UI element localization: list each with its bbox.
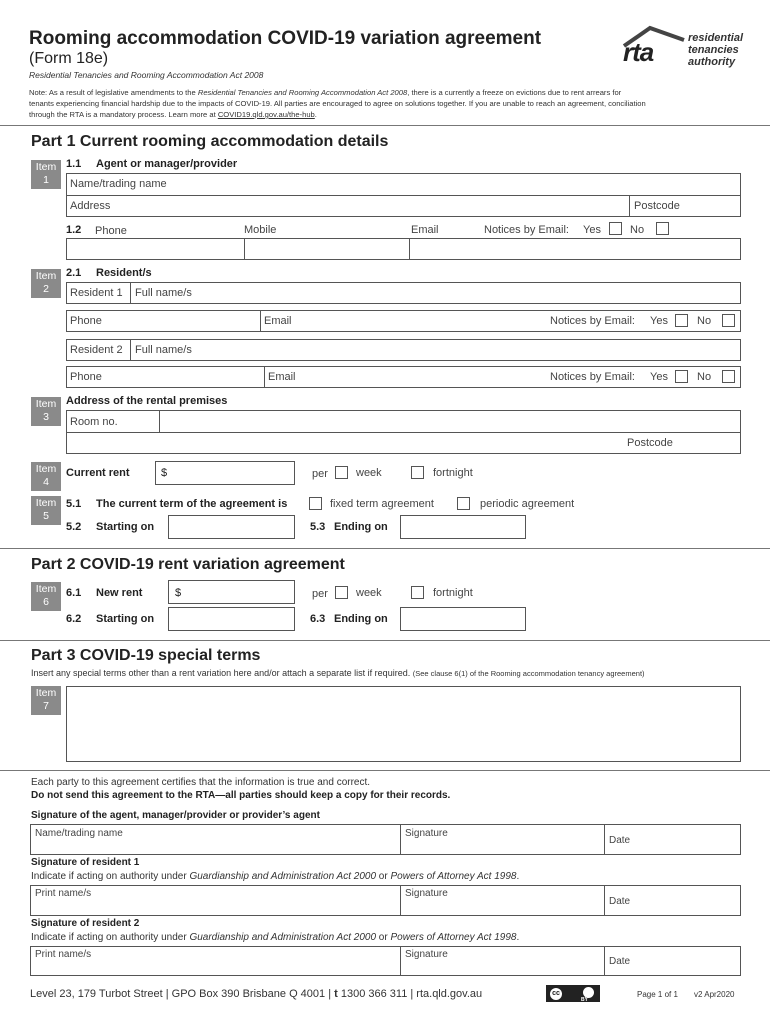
current-rent-label: Current rent [66, 467, 130, 479]
item-6-badge: Item 6 [31, 582, 61, 611]
current-rent-fortnight-checkbox[interactable] [411, 466, 424, 479]
logo-line-3: authority [688, 56, 736, 68]
periodic-label: periodic agreement [480, 498, 575, 510]
hub-link[interactable]: COVID19.qld.gov.au/the-hub [217, 110, 315, 119]
agent-signature-row[interactable] [30, 824, 741, 855]
new-rent-per: per [312, 588, 328, 600]
resident1-label: Resident 1 [70, 287, 123, 299]
agent-phone-field[interactable] [66, 238, 741, 260]
logo-mark: rta [623, 37, 654, 67]
item-7-badge: Item 7 [31, 686, 61, 715]
room-no-label: Room no. [70, 416, 118, 428]
resident1-signature-label: Signature [405, 888, 448, 899]
resident1-no-checkbox[interactable] [722, 314, 735, 327]
current-rent-week-checkbox[interactable] [335, 466, 348, 479]
resident2-signature-heading: Signature of resident 2 [31, 918, 140, 929]
current-rent-field[interactable] [155, 461, 295, 485]
resident1-date-label: Date [609, 896, 631, 907]
agent-notices-label: Notices by Email: [484, 224, 569, 236]
current-rent-fortnight: fortnight [433, 467, 473, 479]
resident1-print-label: Print name/s [35, 888, 92, 899]
sec-6-3: 6.3 [310, 613, 326, 625]
rta-logo [620, 24, 745, 72]
do-not-send-text: Do not send this agreement to the RTA—all parties should keep a copy for their records. [31, 790, 451, 801]
resident1-phone-label: Phone [70, 315, 102, 327]
sec-5-1: 5.1 [66, 498, 82, 510]
new-rent-week-checkbox[interactable] [335, 586, 348, 599]
resident2-yes-checkbox[interactable] [675, 370, 688, 383]
term-label: The current term of the agreement is [96, 498, 288, 510]
new-rent-field[interactable] [168, 580, 295, 604]
resident2-print-label: Print name/s [35, 949, 92, 960]
item-1-badge: Item 1 [31, 160, 61, 189]
resident1-authority-note: Indicate if acting on authority under Guardianship and Administration Act 2000 or Powers of Attorney Act 1998. [31, 871, 520, 882]
resident2-signature-label: Signature [405, 949, 448, 960]
footer-contact: Level 23, 179 Turbot Street | GPO Box 390 Brisbane Q 4001 | t 1300 366 311 | rta.qld.gov.au [30, 988, 483, 1000]
resident1-email-label: Email [264, 315, 292, 327]
new-rent-currency: $ [175, 587, 182, 599]
new-rent-label: New rent [96, 587, 143, 599]
resident2-contact-field[interactable] [66, 366, 741, 388]
special-terms-field[interactable] [66, 686, 741, 762]
resident2-authority-note: Indicate if acting on authority under Guardianship and Administration Act 2000 or Powers of Attorney Act 1998. [31, 932, 520, 943]
logo-line-1: residential [688, 32, 744, 44]
resident2-notices-label: Notices by Email: [550, 371, 635, 383]
agent-postcode-label: Postcode [634, 200, 680, 212]
resident2-yes-label: Yes [650, 371, 668, 383]
start-label: Starting on [96, 521, 155, 533]
certify-text: Each party to this agreement certifies that the information is true and correct. [31, 777, 371, 788]
form-title: Rooming accommodation COVID-19 variation agreement [29, 28, 542, 49]
residents-heading: Resident/s [96, 267, 152, 279]
end-date-field[interactable] [400, 515, 526, 539]
sec-1-2: 1.2 [66, 224, 82, 236]
agent-mobile-label: Mobile [244, 224, 277, 236]
current-rent-per: per [312, 468, 328, 480]
agent-date-label: Date [609, 835, 631, 846]
item-3-badge: Item 3 [31, 397, 61, 426]
logo-line-2: tenancies [688, 44, 739, 56]
agent-heading: Agent or manager/provider [96, 158, 238, 170]
premises-postcode-label: Postcode [627, 437, 673, 449]
part2-heading: Part 2 COVID-19 rent variation agreement [31, 556, 345, 573]
agent-name-sig-label: Name/trading name [35, 828, 123, 839]
by-label: BY [581, 997, 588, 1003]
new-start-label: Starting on [96, 613, 155, 625]
resident1-no-label: No [697, 315, 712, 327]
item-2-badge: Item 2 [31, 269, 61, 298]
resident1-notices-label: Notices by Email: [550, 315, 635, 327]
sec-6-1: 6.1 [66, 587, 82, 599]
resident2-date-label: Date [609, 956, 631, 967]
new-end-label: Ending on [334, 613, 388, 625]
new-start-field[interactable] [168, 607, 295, 631]
resident1-yes-checkbox[interactable] [675, 314, 688, 327]
new-end-field[interactable] [400, 607, 526, 631]
sec-2-1: 2.1 [66, 267, 82, 279]
fixed-term-label: fixed term agreement [330, 498, 434, 510]
agent-notices-no-checkbox[interactable] [656, 222, 669, 235]
part1-heading: Part 1 Current rooming accommodation details [31, 133, 389, 150]
new-rent-week: week [356, 587, 382, 599]
sec-5-2: 5.2 [66, 521, 82, 533]
current-rent-currency: $ [161, 467, 168, 479]
header-note: Note: As a result of legislative amendments to the Residential Tenancies and Rooming Accommodation Act 2008, there is a currently a freeze on evictions due to rent arrears for tenants experiencing financial hardship due to the impacts of COVID-19. All parties are encouraged to agree on solutions together. If you are unable to reach an agreement, conciliation through the RTA is a mandatory process. Learn more at COVID19.qld.gov.au/the-hub. [29, 88, 646, 119]
agent-address-label: Address [70, 200, 111, 212]
part3-heading: Part 3 COVID-19 special terms [31, 647, 261, 664]
form-number: (Form 18e) [29, 50, 109, 67]
agent-signature-label: Signature [405, 828, 448, 839]
current-rent-week: week [356, 467, 382, 479]
fixed-term-checkbox[interactable] [309, 497, 322, 510]
version: v2 Apr2020 [694, 990, 735, 999]
item-4-badge: Item 4 [31, 462, 61, 491]
resident2-fullname-label: Full name/s [135, 344, 192, 356]
resident1-contact-field[interactable] [66, 310, 741, 332]
sec-6-2: 6.2 [66, 613, 82, 625]
sec-5-3: 5.3 [310, 521, 326, 533]
resident2-email-label: Email [268, 371, 296, 383]
new-rent-fortnight: fortnight [433, 587, 473, 599]
resident2-phone-label: Phone [70, 371, 102, 383]
act-name: Residential Tenancies and Rooming Accommodation Act 2008 [29, 70, 264, 80]
resident2-signature-row[interactable] [30, 946, 741, 976]
cc-icon: cc [550, 988, 562, 1000]
resident2-label: Resident 2 [70, 344, 123, 356]
end-label: Ending on [334, 521, 388, 533]
resident2-no-checkbox[interactable] [722, 370, 735, 383]
special-terms-instructions: Insert any special terms other than a rent variation here and/or attach a separate list if required. (See clause 6(1) of the Rooming accommodation tenancy agreement) [31, 668, 645, 678]
item-5-badge: Item 5 [31, 496, 61, 525]
resident2-no-label: No [697, 371, 712, 383]
agent-no-label: No [630, 224, 645, 236]
agent-email-label: Email [411, 224, 439, 236]
agent-name-label: Name/trading name [70, 178, 167, 190]
new-rent-fortnight-checkbox[interactable] [411, 586, 424, 599]
resident1-signature-heading: Signature of resident 1 [31, 857, 140, 868]
premises-heading: Address of the rental premises [66, 395, 228, 407]
periodic-checkbox[interactable] [457, 497, 470, 510]
resident1-fullname-label: Full name/s [135, 287, 192, 299]
page-number: Page 1 of 1 [637, 990, 678, 999]
agent-signature-heading: Signature of the agent, manager/provider or provider’s agent [31, 810, 320, 821]
agent-phone-label: Phone [95, 225, 127, 237]
resident1-yes-label: Yes [650, 315, 668, 327]
sec-1-1: 1.1 [66, 158, 82, 170]
creative-commons-badge [546, 985, 600, 1002]
agent-yes-label: Yes [583, 224, 601, 236]
agent-notices-yes-checkbox[interactable] [609, 222, 622, 235]
resident1-signature-row[interactable] [30, 885, 741, 916]
start-date-field[interactable] [168, 515, 295, 539]
